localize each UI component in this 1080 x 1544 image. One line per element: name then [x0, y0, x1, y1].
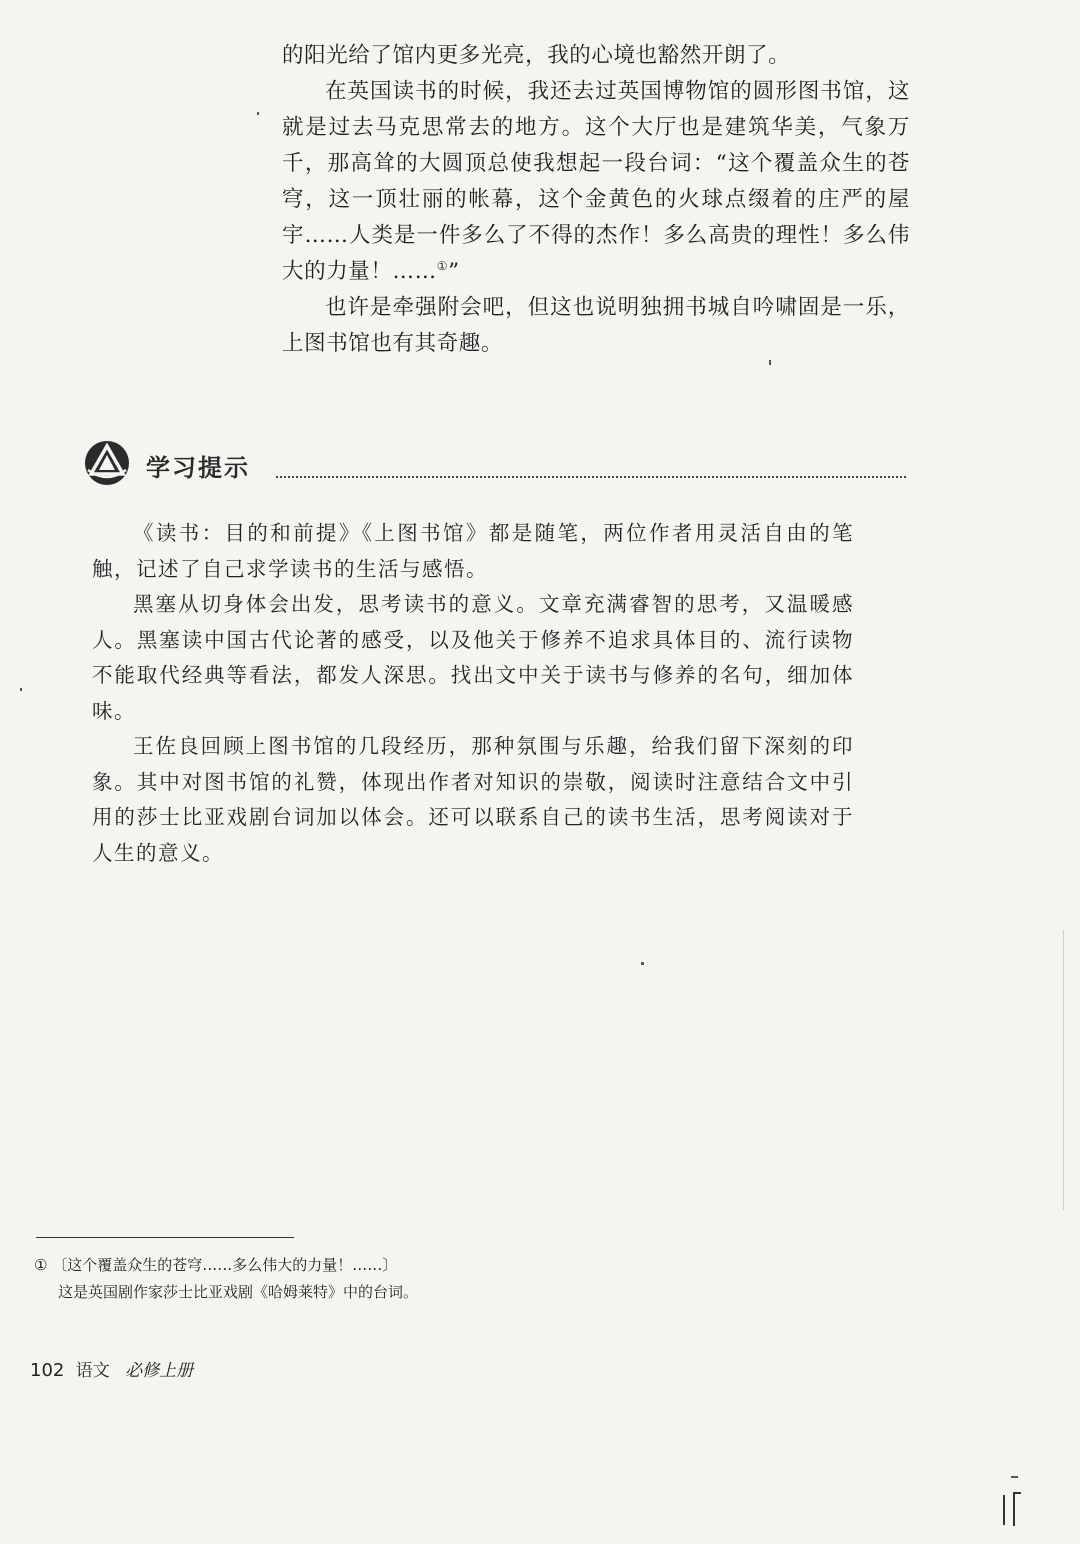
- footnote-reference[interactable]: ①: [436, 258, 449, 273]
- main-paragraph-2: [282, 74, 910, 290]
- tips-paragraph-2: 黑塞从切身体会出发，思考读书的意义。文章充满睿智的思考，又温暖感人。黑塞读中国古代论著的感受，以及他关于修养不追求具体目的、流行读物不能取代经典等看法，都发人深思。找出文中关于读书与修养的名句，细加体味。: [92, 592, 854, 723]
- main-text: [282, 38, 910, 362]
- closing-quote: ”: [448, 259, 460, 284]
- footnote-divider: [36, 1237, 294, 1238]
- footnote-quote: 〔这个覆盖众生的苍穹……多么伟大的力量！……〕: [52, 1256, 398, 1274]
- section-title: 学习提示: [146, 454, 250, 482]
- tips-paragraph-3: 王佐良回顾上图书馆的几段经历，那种氛围与乐趣，给我们留下深刻的印象。其中对图书馆的礼赞，体现出作者对知识的崇敬，阅读时注意结合文中引用的莎士比亚戏剧台词加以体会。还可以联系自己的读书生活，思考阅读对于人生的意义。: [92, 734, 854, 865]
- page-number: 102: [30, 1360, 65, 1381]
- study-tips-header: [84, 436, 906, 492]
- scan-speck: [20, 688, 22, 691]
- page-folio: [30, 1356, 193, 1381]
- subject-name: 语文: [75, 1361, 110, 1381]
- scan-speck: [257, 112, 259, 115]
- scan-mark: [1013, 1492, 1021, 1494]
- scan-edge: [1063, 930, 1064, 1210]
- footnote-mark: ①: [34, 1256, 48, 1274]
- scan-mark: [1011, 1476, 1018, 1478]
- main-paragraph-1: 的阳光给了馆内更多光亮，我的心境也豁然开朗了。: [282, 43, 791, 68]
- scan-mark: [1003, 1495, 1005, 1525]
- book-name: 必修上册: [125, 1361, 194, 1381]
- scan-speck: [769, 360, 771, 365]
- main-paragraph-3: 也许是牵强附会吧，但这也说明独拥书城自吟啸固是一乐，上图书馆也有其奇趣。: [282, 295, 910, 356]
- tips-paragraph-1: 《读书：目的和前提》《上图书馆》都是随笔，两位作者用灵活自由的笔触，记述了自己求学读书的生活与感悟。: [92, 521, 854, 581]
- scan-mark: [1013, 1492, 1015, 1526]
- study-tips-text: [92, 516, 854, 871]
- footnote-explanation: 这是英国剧作家莎士比亚戏剧《哈姆莱特》中的台词。: [58, 1283, 419, 1301]
- dotted-leader: [276, 476, 906, 478]
- footnote: [34, 1252, 634, 1306]
- study-tips-icon: [84, 440, 130, 486]
- main-paragraph-2-text: 在英国读书的时候，我还去过英国博物馆的圆形图书馆，这就是过去马克思常去的地方。这个大厅也是建筑华美，气象万千，那高耸的大圆顶总使我想起一段台词：“这个覆盖众生的苍穹，这一顶壮丽的帐幕，这个金黄色的火球点缀着的庄严的屋宇……人类是一件多么了不得的杰作！多么高贵的理性！多么伟大的力量！……: [282, 79, 910, 284]
- scan-speck: [641, 962, 644, 965]
- footnote-line-1: [34, 1252, 634, 1279]
